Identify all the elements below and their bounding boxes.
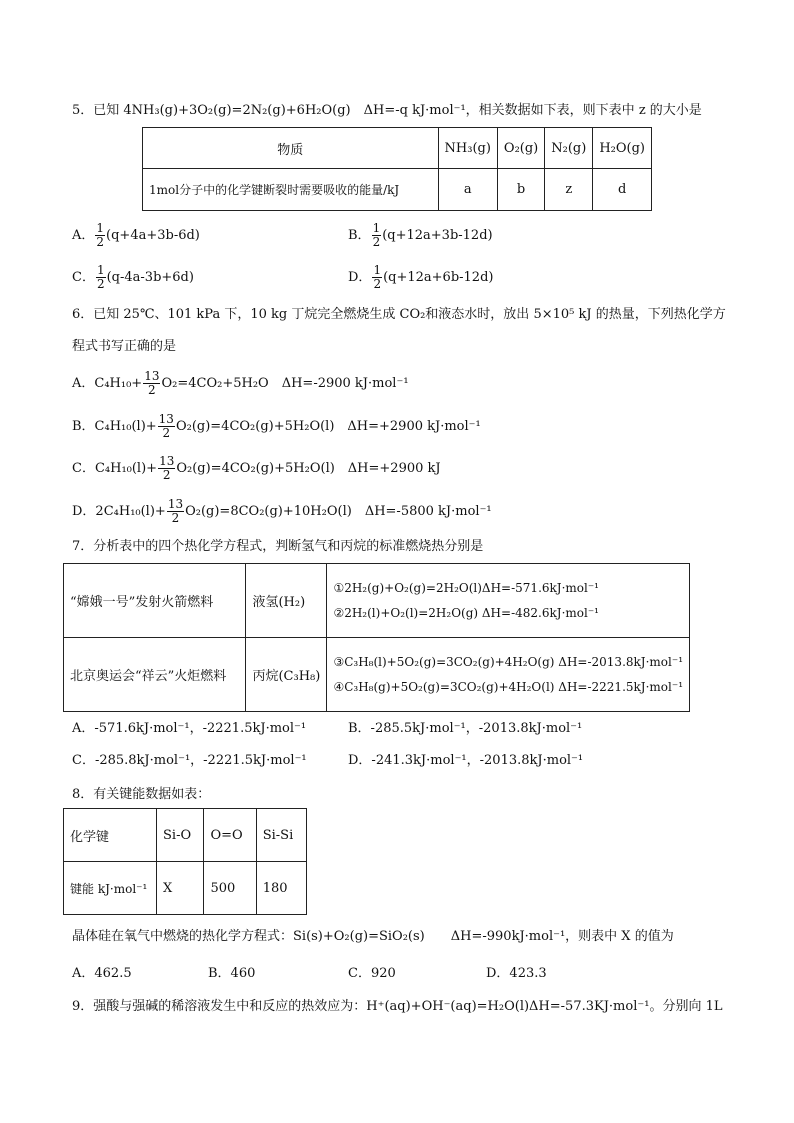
q6-option-d[interactable]: D．2C₄H₁₀(l)+ $\frac{13}{2}$ O₂(g)=8CO₂(g)+10H₂O(l) ΔH=-5800 kJ·mol⁻¹ bbox=[72, 497, 492, 525]
q7-row1-use: “嫦娥一号”发射火箭燃料 bbox=[64, 564, 246, 638]
q7-stem: 7．分析表中的四个热化学方程式，判断氢气和丙烷的标准燃烧热分别是 bbox=[72, 539, 484, 554]
q7-option-d[interactable]: D．-241.3kJ·mol⁻¹，-2013.8kJ·mol⁻¹ bbox=[348, 753, 584, 768]
q8-header-bond: 化学键 bbox=[64, 809, 157, 862]
q5-row-label: 1mol分子中的化学键断裂时需要吸收的能量/kJ bbox=[143, 169, 439, 211]
q7-option-b[interactable]: B．-285.5kJ·mol⁻¹，-2013.8kJ·mol⁻¹ bbox=[348, 721, 583, 736]
q8-table bbox=[63, 808, 307, 915]
q5-value-z: z bbox=[545, 169, 593, 211]
q5-option-d[interactable]: D． $\frac{1}{2}$ (q+12a+6b-12d) bbox=[348, 263, 494, 291]
q7-option-c[interactable]: C．-285.8kJ·mol⁻¹，-2221.5kJ·mol⁻¹ bbox=[72, 753, 307, 768]
q7-equation-2: ②2H₂(l)+O₂(l)=2H₂O(g) ΔH=-482.6kJ·mol⁻¹ bbox=[333, 605, 599, 620]
q5-header-h2o: H₂O(g) bbox=[593, 128, 652, 169]
q7-row2-fuel: 丙烷(C₃H₈) bbox=[246, 638, 327, 712]
q5-value-a: a bbox=[438, 169, 497, 211]
q9-stem: 9．强酸与强碱的稀溶液发生中和反应的热效应为：H⁺(aq)+OH⁻(aq)=H₂O(l)ΔH=-57.3KJ·mol⁻¹。分别向 1L bbox=[72, 999, 723, 1014]
q5-value-d: d bbox=[593, 169, 652, 211]
q8-header-o-o: O=O bbox=[204, 809, 256, 862]
q8-header-si-o: Si-O bbox=[157, 809, 204, 862]
q8-stem: 8．有关键能数据如表： bbox=[72, 787, 211, 802]
q7-table bbox=[63, 563, 690, 712]
q8-option-a[interactable]: A．462.5 bbox=[72, 966, 132, 981]
q8-value-x: X bbox=[157, 862, 204, 915]
q6-stem-line2: 程式书写正确的是 bbox=[72, 339, 177, 354]
q7-equation-3: ③C₃H₈(l)+5O₂(g)=3CO₂(g)+4H₂O(g) ΔH=-2013.8kJ·mol⁻¹ bbox=[333, 654, 683, 669]
q8-value-oo: 500 bbox=[204, 862, 256, 915]
q5-header-n2: N₂(g) bbox=[545, 128, 593, 169]
q5-stem: 5．已知 4NH₃(g)+3O₂(g)=2N₂(g)+6H₂O(g) ΔH=-q kJ·mol⁻¹，相关数据如下表，则下表中 z 的大小是 bbox=[72, 103, 702, 118]
q6-option-b[interactable]: B．C₄H₁₀(l)+ $\frac{13}{2}$ O₂(g)=4CO₂(g)+5H₂O(l) ΔH=+2900 kJ·mol⁻¹ bbox=[72, 412, 481, 440]
q6-stem-line1: 6．已知 25℃、101 kPa 下，10 kg 丁烷完全燃烧生成 CO₂和液态水时，放出 5×10⁵ kJ 的热量，下列热化学方 bbox=[72, 307, 726, 322]
q8-text: 晶体硅在氧气中燃烧的热化学方程式：Si(s)+O₂(g)=SiO₂(s) ΔH=-990kJ·mol⁻¹，则表中 X 的值为 bbox=[72, 929, 674, 944]
q6-option-c[interactable]: C．C₄H₁₀(l)+ $\frac{13}{2}$ O₂(g)=4CO₂(g)+5H₂O(l) ΔH=+2900 kJ bbox=[72, 454, 441, 482]
q5-option-c[interactable]: C． $\frac{1}{2}$ (q-4a-3b+6d) bbox=[72, 263, 194, 291]
q5-header-nh3: NH₃(g) bbox=[438, 128, 497, 169]
q7-equation-1: ①2H₂(g)+O₂(g)=2H₂O(l)ΔH=-571.6kJ·mol⁻¹ bbox=[333, 580, 599, 595]
q8-row-label: 键能 kJ·mol⁻¹ bbox=[64, 862, 157, 915]
q7-row2-use: 北京奥运会“祥云”火炬燃料 bbox=[64, 638, 246, 712]
q8-option-b[interactable]: B．460 bbox=[208, 966, 256, 981]
q7-row1-fuel: 液氢(H₂) bbox=[246, 564, 327, 638]
q5-header-substance: 物质 bbox=[143, 128, 439, 169]
q6-option-a[interactable]: A．C₄H₁₀+ $\frac{13}{2}$ O₂=4CO₂+5H₂O ΔH=-2900 kJ·mol⁻¹ bbox=[72, 369, 409, 397]
q8-option-c[interactable]: C．920 bbox=[348, 966, 396, 981]
q8-header-si-si: Si-Si bbox=[256, 809, 306, 862]
q5-option-a[interactable]: A． $\frac{1}{2}$ (q+4a+3b-6d) bbox=[72, 221, 200, 249]
q5-value-b: b bbox=[497, 169, 544, 211]
q7-equation-4: ④C₃H₈(g)+5O₂(g)=3CO₂(g)+4H₂O(l) ΔH=-2221.5kJ·mol⁻¹ bbox=[333, 679, 683, 694]
q5-option-b[interactable]: B． $\frac{1}{2}$ (q+12a+3b-12d) bbox=[348, 221, 493, 249]
q5-table bbox=[142, 127, 652, 211]
q5-header-o2: O₂(g) bbox=[497, 128, 544, 169]
q8-value-sisi: 180 bbox=[256, 862, 306, 915]
q7-option-a[interactable]: A．-571.6kJ·mol⁻¹，-2221.5kJ·mol⁻¹ bbox=[72, 721, 307, 736]
q8-option-d[interactable]: D．423.3 bbox=[486, 966, 547, 981]
